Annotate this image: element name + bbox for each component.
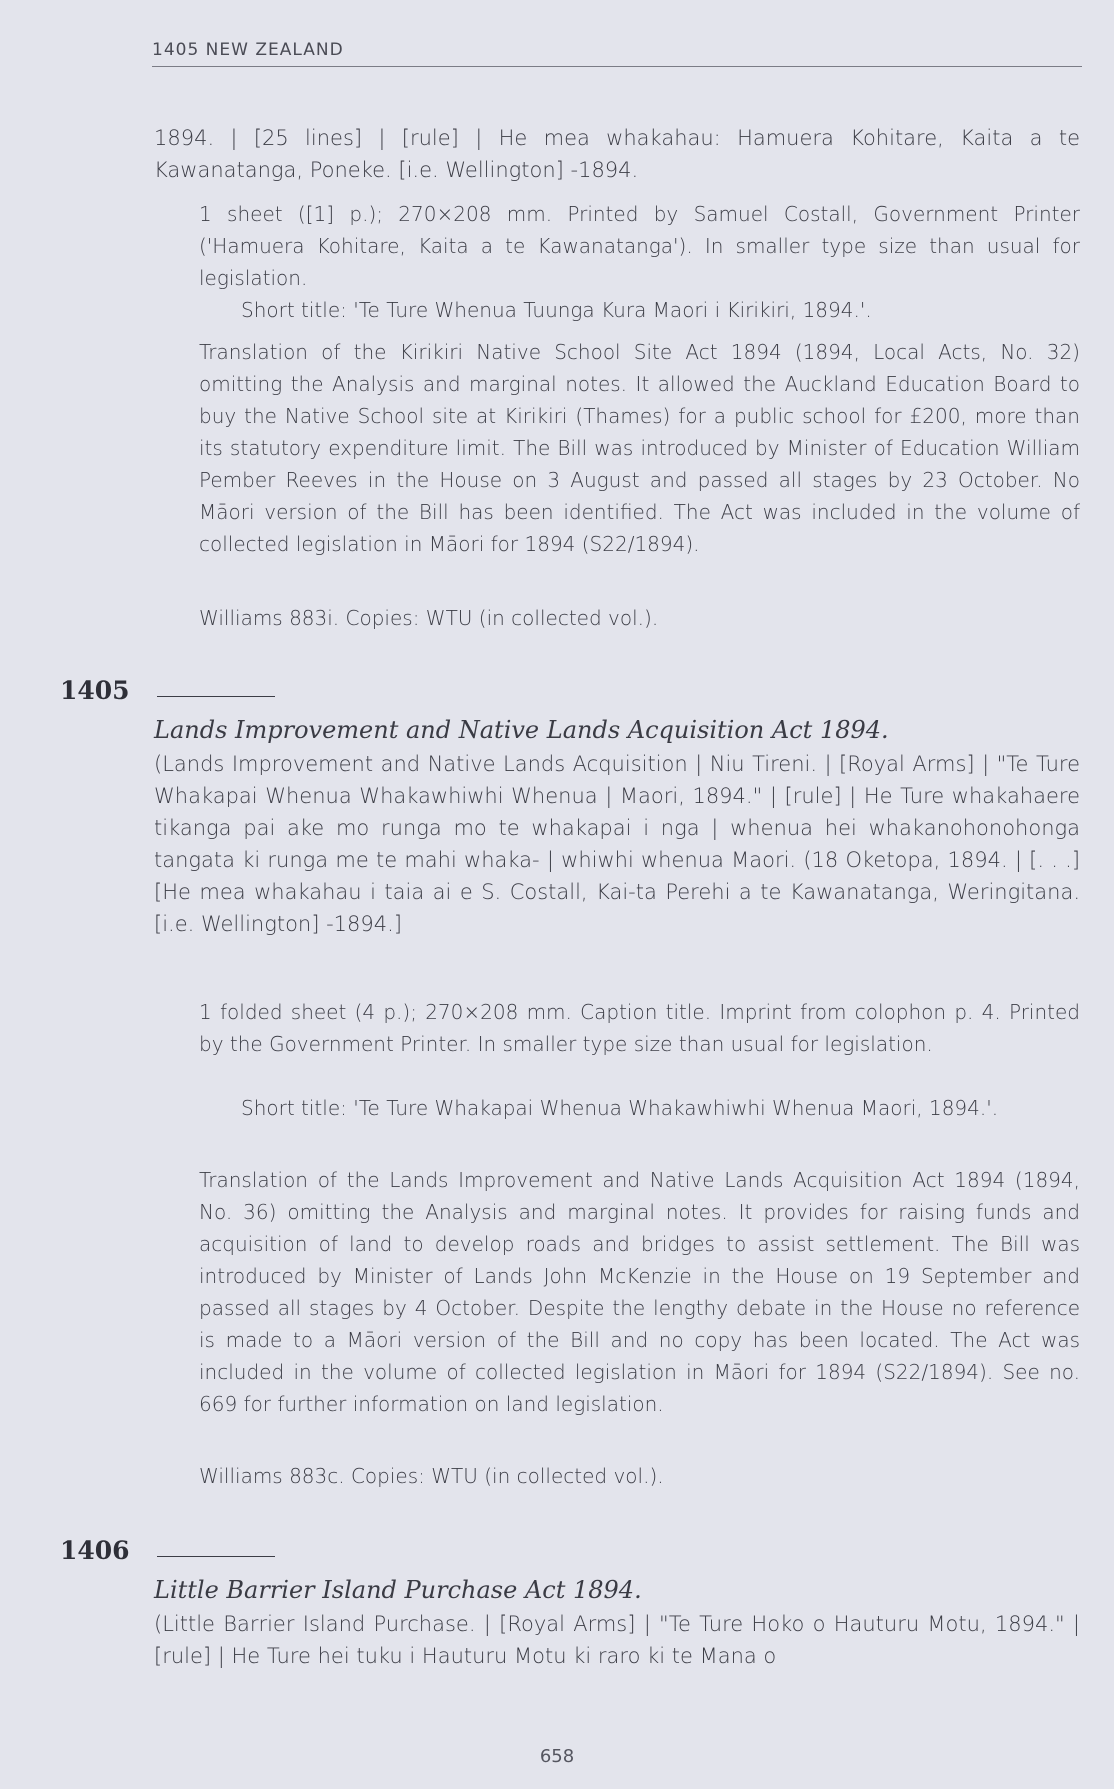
prev-entry-imprint: 1894. | [25 lines] | [rule] | He mea whakahau: Hamuera Kohitare, Kaita a te Kawanatanga, Poneke. [i.e. Wellington] -1894. — [154, 126, 1080, 182]
page-number: 658 — [539, 1746, 575, 1767]
entry-title: Little Barrier Island Purchase Act 1894. — [154, 1576, 642, 1604]
entry-title: Lands Improvement and Native Lands Acquisition Act 1894. — [154, 716, 889, 744]
entry-short-title: Short title: 'Te Ture Whakapai Whenua Whakawhiwhi Whenua Maori, 1894.'. — [241, 1096, 999, 1120]
entry-dash — [157, 696, 275, 697]
entry-note: Translation of the Lands Improvement and Native Lands Acquisition Act 1894 (1894, No. 36) omitting the Analysis and marginal notes. It provides for raising funds and acquisition of land to develop roads and bridges to assist settlement. The Bill was introduced by Minister of Lands John McKenzie in the House on 19 September and passed all stages by 4 October. Despite the lengthy debate in the House no reference is made to a Māori version of the Bill and no copy has been located. The Act was included in the volume of collected legislation in Māori for 1894 (S22/1894). See no. 669 for further information on land legislation. — [199, 1168, 1080, 1416]
entry-imprint: (Little Barrier Island Purchase. | [Royal Arms] | "Te Ture Hoko o Hauturu Motu, 1894." | [rule] | He Ture hei tuku i Hauturu Motu ki raro ki te Mana o — [154, 1612, 1080, 1668]
entry-refs: Williams 883c. Copies: WTU (in collected vol.). — [199, 1464, 664, 1488]
entry-number: 1406 — [60, 1536, 130, 1565]
prev-entry-short-title: Short title: 'Te Ture Whenua Tuunga Kura Maori i Kirikiri, 1894.'. — [241, 298, 872, 322]
running-head: 1405 NEW ZEALAND — [152, 40, 344, 60]
prev-entry-physical: 1 sheet ([1] p.); 270×208 mm. Printed by Samuel Costall, Government Printer ('Hamuera Kohitare, Kaita a te Kawanatanga'). In smaller type size than usual for legislation. — [199, 202, 1080, 290]
prev-entry-refs: Williams 883i. Copies: WTU (in collected vol.). — [199, 606, 659, 630]
entry-imprint: (Lands Improvement and Native Lands Acquisition | Niu Tireni. | [Royal Arms] | "Te Ture Whakapai Whenua Whakawhiwhi Whenua | Maori, 1894." | [rule] | He Ture whakahaere tikanga pai ake mo runga mo te whakapai i nga | whenua hei whakanohonohonga tangata ki runga me te mahi whaka- | whiwhi whenua Maori. (18 Oketopa, 1894. | [. . .] [He mea whakahau i taia ai e S. Costall, Kai-ta Perehi a te Kawanatanga, Weringitana. [i.e. Wellington] -1894.] — [154, 752, 1080, 936]
entry-dash — [157, 1556, 275, 1557]
header-rule — [152, 66, 1082, 67]
entry-physical: 1 folded sheet (4 p.); 270×208 mm. Caption title. Imprint from colophon p. 4. Printed by the Government Printer. In smaller type size than usual for legislation. — [199, 1000, 1080, 1056]
entry-number: 1405 — [60, 676, 130, 705]
prev-entry-note: Translation of the Kirikiri Native School Site Act 1894 (1894, Local Acts, No. 32) omitting the Analysis and marginal notes. It allowed the Auckland Education Board to buy the Native School site at Kirikiri (Thames) for a public school for £200, more than its statutory expenditure limit. The Bill was introduced by Minister of Education William Pember Reeves in the House on 3 August and passed all stages by 23 October. No Māori version of the Bill has been identified. The Act was included in the volume of collected legislation in Māori for 1894 (S22/1894). — [199, 340, 1080, 556]
